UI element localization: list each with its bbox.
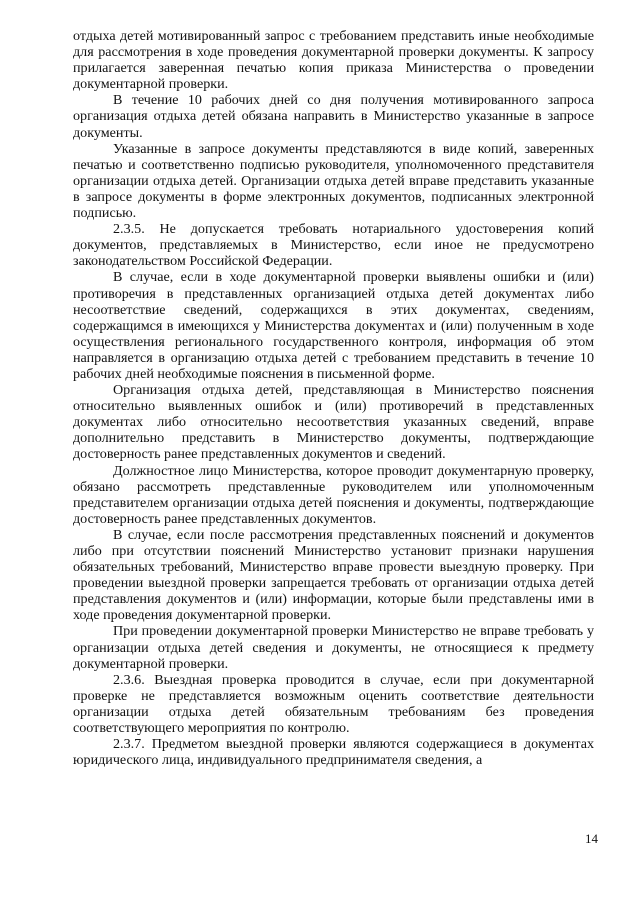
paragraph-errors-detected: В случае, если в ходе документарной проверки выявлены ошибки и (или) противоречия в представленных организацией отдыха детей документах либо несоответствие сведений, содержащихся в этих документах, сведениям, содержащимся в имеющихся у Министерства документах и (или) полученным в ходе осуществления регионального государственного контроля, информация об этом направляется в организацию отдыха детей с требованием представить в течение 10 рабочих дней необходимые пояснения в письменной форме. <box>73 269 594 382</box>
paragraph-request-continuation: отдыха детей мотивированный запрос с требованием представить иные необходимые для рассмотрения в ходе проведения документарной проверки документы. К запросу прилагается заверенная печатью копия приказа Министерства о проведении документарной проверки. <box>73 28 594 93</box>
paragraph-explanations: Организация отдыха детей, представляющая в Министерство пояснения относительно выявленных ошибок и (или) противоречий в представленных документах либо относительно несоответствия указанных сведений, вправе дополнительно представить в Министерство документы, подтверждающие достоверность ранее представленных документов и сведений. <box>73 382 594 463</box>
page-number: 14 <box>585 831 598 846</box>
paragraph-2-3-7: 2.3.7. Предметом выездной проверки являются содержащиеся в документах юридического лица, индивидуального предпринимателя сведения, а <box>73 736 594 769</box>
paragraph-no-unrelated-documents: При проведении документарной проверки Министерство не вправе требовать у организации отдыха детей сведения и документы, не относящиеся к предмету документарной проверки. <box>73 623 594 672</box>
paragraph-2-3-6: 2.3.6. Выездная проверка проводится в случае, если при документарной проверке не представляется возможным оценить соответствие деятельности организации отдыха детей обязательным требованиям без проведения соответствующего мероприятия по контролю. <box>73 671 594 737</box>
paragraph-onsite-inspection-right: В случае, если после рассмотрения представленных пояснений и документов либо при отсутствии пояснений Министерство установит признаки нарушения обязательных требований, Министерство вправе провести выездную проверку. При проведении выездной проверки запрещается требовать от организации отдыха детей представления документов и (или) информации, которые были представлены ими в ходе проведения документарной проверки. <box>73 526 594 624</box>
document-body <box>73 28 594 768</box>
paragraph-document-copies: Указанные в запросе документы представляются в виде копий, заверенных печатью и соответственно подписью руководителя, уполномоченного представителя организации отдыха детей. Организации отдыха детей вправе представить указанные в запросе документы в форме электронных документов, подписанных электронной подписью. <box>73 140 594 222</box>
paragraph-ten-days-response: В течение 10 рабочих дней со дня получения мотивированного запроса организация отдыха детей обязана направить в Министерство указанные в запросе документы. <box>73 92 594 141</box>
paragraph-official-review: Должностное лицо Министерства, которое проводит документарную проверку, обязано рассмотреть представленные руководителем или уполномоченным представителем организации отдыха детей пояснения и документы, подтверждающие достоверность ранее представленных документов. <box>73 462 594 527</box>
paragraph-2-3-5: 2.3.5. Не допускается требовать нотариального удостоверения копий документов, представляемых в Министерство, если иное не предусмотрено законодательством Российской Федерации. <box>73 221 594 270</box>
